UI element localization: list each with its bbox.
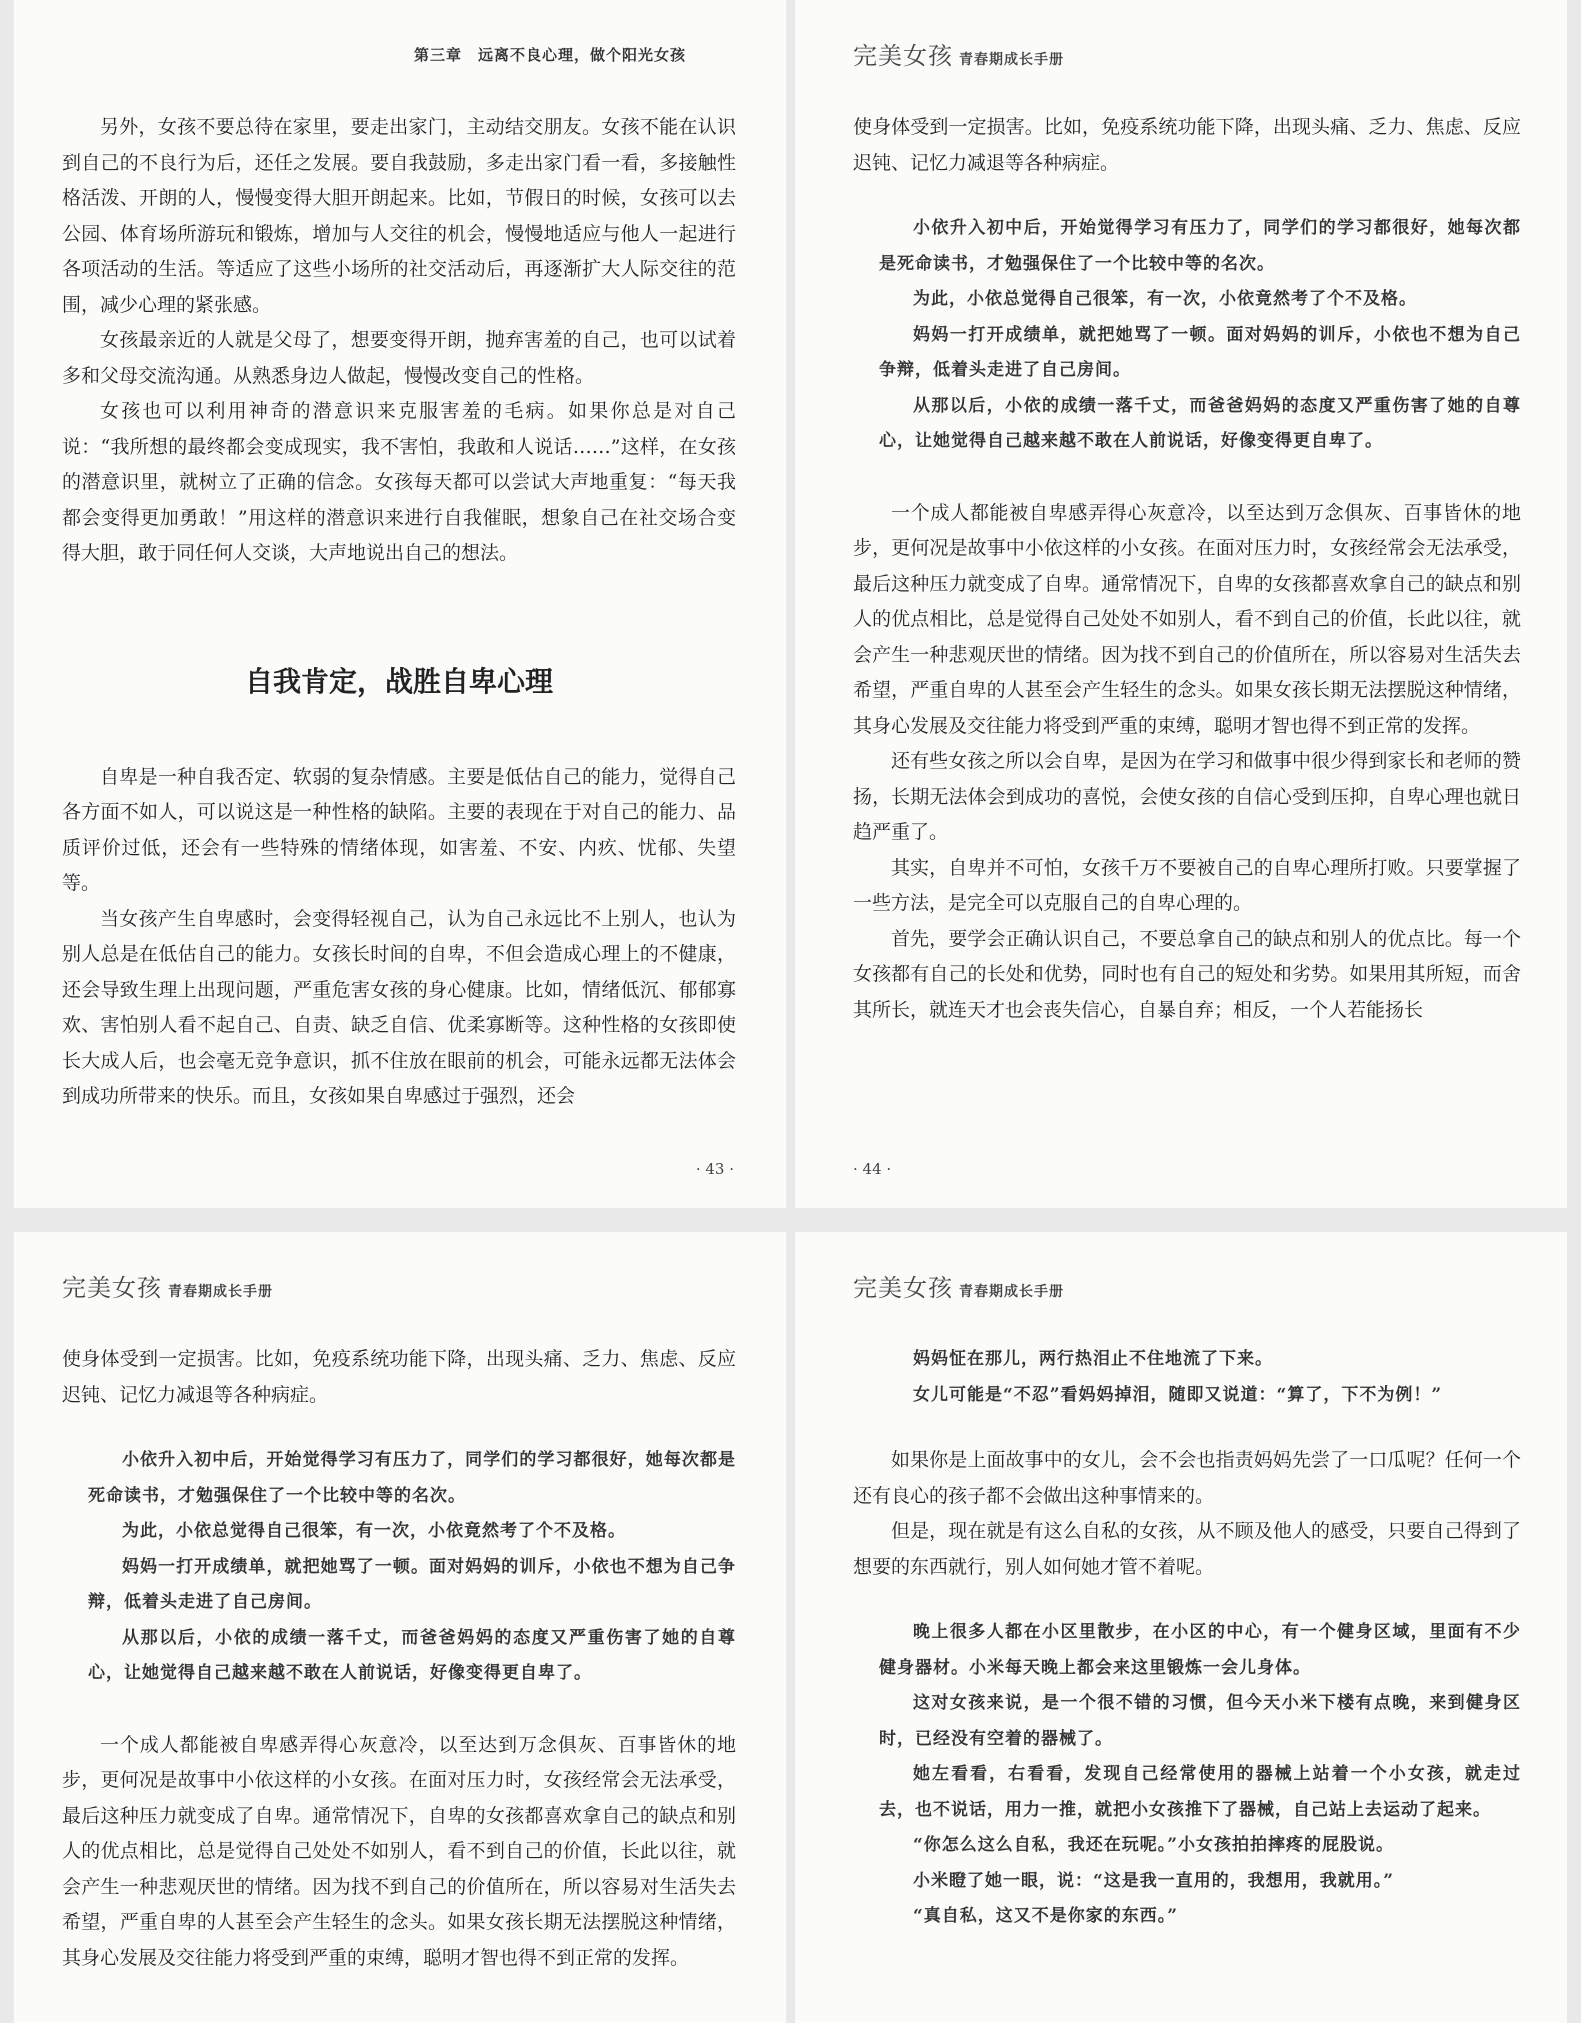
story-box	[853, 1615, 1521, 1935]
story-line: 小依升入初中后，开始觉得学习有压力了，同学们的学习都很好，她每次都是死命读书，才勉强保住了一个比较中等的名次。	[88, 1450, 736, 1506]
story-line: 妈妈一打开成绩单，就把她骂了一顿。面对妈妈的训斥，小依也不想为自己争辩，低着头走进了自己房间。	[88, 1556, 736, 1612]
book-title-main: 完美女孩	[62, 1274, 162, 1302]
page-body	[853, 1308, 1521, 1935]
story-line: 为此，小依总觉得自己很笨，有一次，小依竟然考了个不及格。	[122, 1521, 626, 1541]
page-header	[853, 0, 1521, 76]
story-line: 妈妈怔在那儿，两行热泪止不住地流了下来。	[913, 1349, 1273, 1369]
paragraph: 使身体受到一定损害。比如，免疫系统功能下降，出现头痛、乏力、焦虑、反应迟钝、记忆力减退等各种病症。	[853, 116, 1521, 174]
section-title: 自我肯定，战胜自卑心理	[244, 664, 553, 698]
paragraph: 自卑是一种自我否定、软弱的复杂情感。主要是低估自己的能力，觉得自己各方面不如人，可以说这是一种性格的缺陷。主要的表现在于对自己的能力、品质评价过低，还会有一些特殊的情绪体现，如害羞、不安、内疚、忧郁、失望等。	[62, 765, 736, 894]
story-line: 她左看看，右看看，发现自己经常使用的器械上站着一个小女孩，就走过去，也不说话，用力一推，就把小女孩推下了器械，自己站上去运动了起来。	[879, 1764, 1521, 1820]
story-line: 小米瞪了她一眼，说：“这是我一直用的，我想用，我就用。”	[913, 1870, 1395, 1891]
paragraph: 其实，自卑并不可怕，女孩千万不要被自己的自卑心理所打败。只要掌握了一些方法，是完全可以克服自己的自卑心理的。	[853, 856, 1521, 914]
page-44-repeat	[14, 1232, 786, 2023]
book-title-main: 完美女孩	[853, 42, 953, 70]
story-line: 妈妈一打开成绩单，就把她骂了一顿。面对妈妈的训斥，小依也不想为自己争辩，低着头走进了自己房间。	[879, 324, 1521, 380]
story-line: “真自私，这又不是你家的东西。”	[913, 1906, 1179, 1926]
paragraph: 当女孩产生自卑感时，会变得轻视自己，认为自己永远比不上别人，也认为别人总是在低估自己的能力。女孩长时间的自卑，不但会造成心理上的不健康，还会导致生理上出现问题，严重危害女孩的身心健康。比如，情绪低沉、郁郁寡欢、害怕别人看不起自己、自责、缺乏自信、优柔寡断等。这种性格的女孩即使长大成人后，也会毫无竞争意识，抓不住放在眼前的机会，可能永远都无法体会到成功所带来的快乐。而且，女孩如果自卑感过于强烈，还会	[62, 907, 736, 1107]
book-title	[853, 36, 1064, 71]
paragraph: 女孩最亲近的人就是父母了，想要变得开朗，抛弃害羞的自己，也可以试着多和父母交流沟通。从熟悉身边人做起，慢慢改变自己的性格。	[62, 329, 736, 387]
story-box	[62, 1443, 736, 1692]
book-subtitle: 青春期成长手册	[959, 1284, 1064, 1300]
book-title-main: 完美女孩	[853, 1274, 953, 1302]
book-title	[853, 1268, 1064, 1303]
page-body	[62, 76, 736, 1115]
page-header	[853, 1232, 1521, 1308]
story-line: 晚上很多人都在小区里散步，在小区的中心，有一个健身区域，里面有不少健身器材。小米每天晚上都会来这里锻炼一会儿身体。	[879, 1622, 1521, 1678]
page-body	[853, 76, 1521, 1028]
book-spread-top	[14, 0, 1567, 1208]
page-43	[14, 0, 786, 1208]
paragraph: 但是，现在就是有这么自私的女孩，从不顾及他人的感受，只要自己得到了想要的东西就行，别人如何她才管不着呢。	[853, 1520, 1521, 1578]
paragraph: 一个成人都能被自卑感弄得心灰意冷，以至达到万念俱灰、百事皆休的地步，更何况是故事中小依这样的小女孩。在面对压力时，女孩经常会无法承受，最后这种压力就变成了自卑。通常情况下，自卑的女孩都喜欢拿自己的缺点和别人的优点相比，总是觉得自己处处不如别人，看不到自己的价值，长此以往，就会产生一种悲观厌世的情绪。因为找不到自己的价值所在，所以容易对生活失去希望，严重自卑的人甚至会产生轻生的念头。如果女孩长期无法摆脱这种情绪，其身心发展及交往能力将受到严重的束缚，聪明才智也得不到正常的发挥。	[62, 1733, 736, 1969]
book-subtitle: 青春期成长手册	[168, 1284, 273, 1300]
page-number: · 43 ·	[695, 1160, 734, 1178]
story-box	[853, 211, 1521, 460]
paragraph: 使身体受到一定损害。比如，免疫系统功能下降，出现头痛、乏力、焦虑、反应迟钝、记忆力减退等各种病症。	[62, 1348, 736, 1406]
page-44	[795, 0, 1567, 1208]
story-line: “你怎么这么自私，我还在玩呢。”小女孩拍拍摔疼的屁股说。	[913, 1835, 1395, 1855]
book-title	[62, 1268, 273, 1303]
paragraph: 还有些女孩之所以会自卑，是因为在学习和做事中很少得到家长和老师的赞扬，长期无法体会到成功的喜悦，会使女孩的自信心受到压抑，自卑心理也就日趋严重了。	[853, 750, 1521, 843]
story-line: 小依升入初中后，开始觉得学习有压力了，同学们的学习都很好，她每次都是死命读书，才勉强保住了一个比较中等的名次。	[879, 218, 1521, 274]
paragraph: 一个成人都能被自卑感弄得心灰意冷，以至达到万念俱灰、百事皆休的地步，更何况是故事中小依这样的小女孩。在面对压力时，女孩经常会无法承受，最后这种压力就变成了自卑。通常情况下，自卑的女孩都喜欢拿自己的缺点和别人的优点相比，总是觉得自己处处不如别人，看不到自己的价值，长此以往，就会产生一种悲观厌世的情绪。因为找不到自己的价值所在，所以容易对生活失去希望，严重自卑的人甚至会产生轻生的念头。如果女孩长期无法摆脱这种情绪，其身心发展及交往能力将受到严重的束缚，聪明才智也得不到正常的发挥。	[853, 501, 1521, 737]
paragraph: 如果你是上面故事中的女儿，会不会也指责妈妈先尝了一口瓜呢？任何一个还有良心的孩子都不会做出这种事情来的。	[853, 1449, 1521, 1507]
book-subtitle: 青春期成长手册	[959, 52, 1064, 68]
story-line: 女儿可能是“不忍”看妈妈掉泪，随即又说道：“算了，下不为例！”	[913, 1384, 1443, 1405]
page-other	[795, 1232, 1567, 2023]
paragraph: 另外，女孩不要总待在家里，要走出家门，主动结交朋友。女孩不能在认识到自己的不良行为后，还任之发展。要自我鼓励，多走出家门看一看，多接触性格活泼、开朗的人，慢慢变得大胆开朗起来。比如，节假日的时候，女孩可以去公园、体育场所游玩和锻炼，增加与人交往的机会，慢慢地适应与他人一起进行各项活动的生活。等适应了这些小场所的社交活动后，再逐渐扩大人际交往的范围，减少心理的紧张感。	[62, 116, 736, 316]
story-line: 从那以后，小依的成绩一落千丈，而爸爸妈妈的态度又严重伤害了她的自尊心，让她觉得自己越来越不敢在人前说话，好像变得更自卑了。	[879, 395, 1521, 451]
book-spread-bottom	[14, 1232, 1567, 2023]
paragraph: 女孩也可以利用神奇的潜意识来克服害羞的毛病。如果你总是对自己说：“我所想的最终都会变成现实，我不害怕，我敢和人说话……”这样，在女孩的潜意识里，就树立了正确的信念。女孩每天都可以尝试大声地重复：“每天我都会变得更加勇敢！”用这样的潜意识来进行自我催眠，想象自己在社交场合变得大胆，敢于同任何人交谈，大声地说出自己的想法。	[62, 400, 736, 564]
chapter-title: 第三章 远离不良心理，做个阳光女孩	[413, 46, 686, 64]
story-line: 为此，小依总觉得自己很笨，有一次，小依竟然考了个不及格。	[913, 289, 1417, 309]
paragraph: 首先，要学会正确认识自己，不要总拿自己的缺点和别人的优点比。每一个女孩都有自己的长处和优势，同时也有自己的短处和劣势。如果用其所短，而舍其所长，就连天才也会丧失信心，自暴自弃；相反，一个人若能扬长	[853, 927, 1521, 1021]
page-header	[62, 1232, 736, 1308]
page-number: · 44 ·	[853, 1160, 892, 1178]
story-line: 这对女孩来说，是一个很不错的习惯，但今天小米下楼有点晚，来到健身区时，已经没有空着的器械了。	[879, 1693, 1521, 1749]
story-line: 从那以后，小依的成绩一落千丈，而爸爸妈妈的态度又严重伤害了她的自尊心，让她觉得自己越来越不敢在人前说话，好像变得更自卑了。	[88, 1627, 736, 1683]
story-box	[853, 1342, 1521, 1413]
page-header	[62, 0, 736, 76]
page-body	[62, 1308, 736, 1976]
